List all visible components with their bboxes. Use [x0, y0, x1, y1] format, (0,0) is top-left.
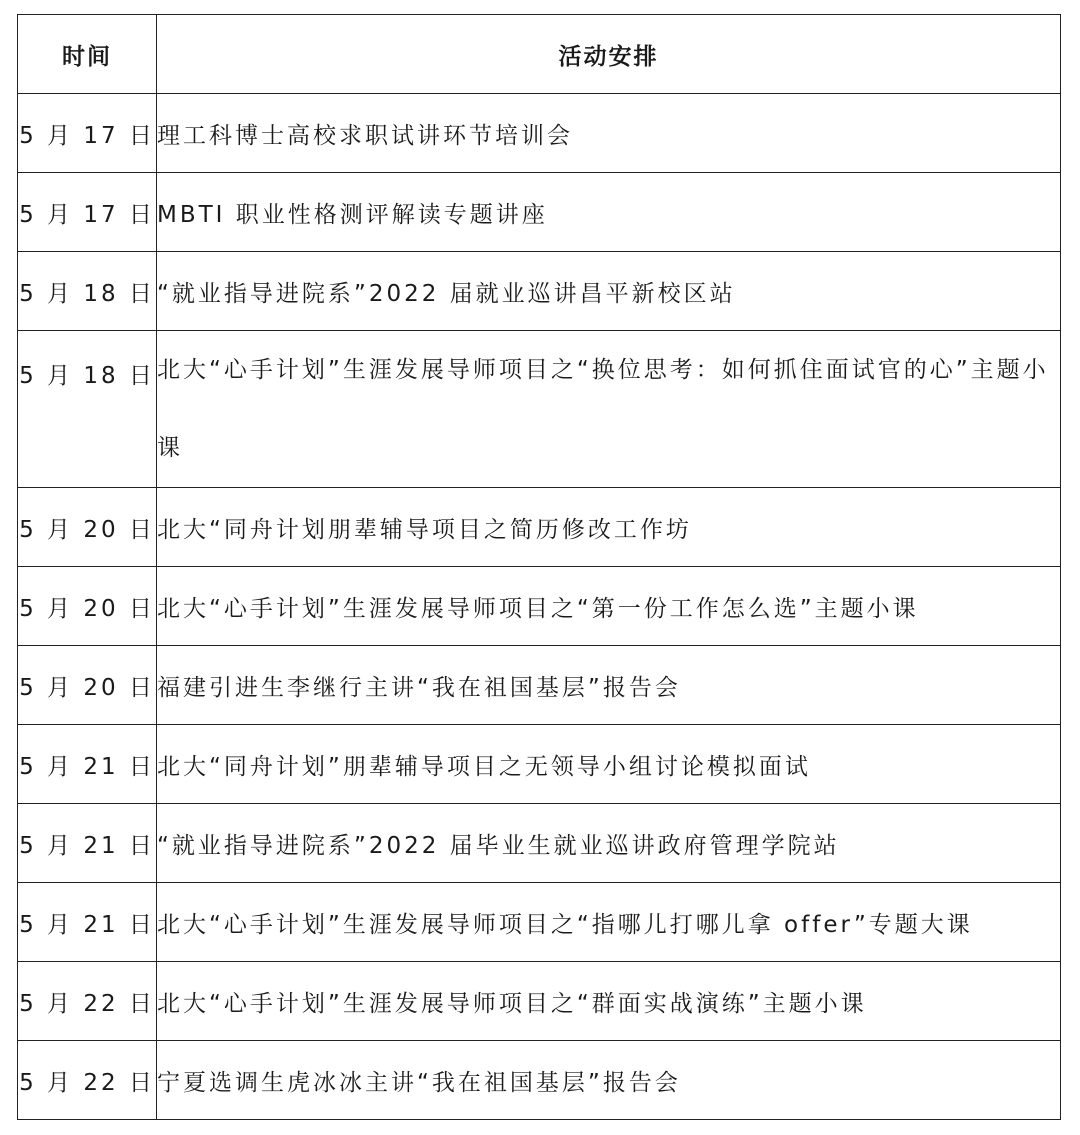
header-date: 时间 — [18, 15, 157, 94]
table-row — [18, 488, 1061, 567]
row-date: 5 月 22 日 — [18, 962, 157, 1041]
row-date: 5 月 20 日 — [18, 646, 157, 725]
row-activity: MBTI 职业性格测评解读专题讲座 — [157, 173, 1061, 252]
row-activity: “就业指导进院系”2022 届毕业生就业巡讲政府管理学院站 — [157, 804, 1061, 883]
row-activity: 北大“心手计划”生涯发展导师项目之“群面实战演练”主题小课 — [157, 962, 1061, 1041]
row-date: 5 月 21 日 — [18, 804, 157, 883]
row-activity: 北大“心手计划”生涯发展导师项目之“指哪儿打哪儿拿 offer”专题大课 — [157, 883, 1061, 962]
row-date: 5 月 22 日 — [18, 1041, 157, 1120]
schedule-table — [17, 14, 1061, 1120]
table-row — [18, 331, 1061, 488]
table-header-row — [18, 15, 1061, 94]
table-row — [18, 804, 1061, 883]
row-activity: 宁夏选调生虎冰冰主讲“我在祖国基层”报告会 — [157, 1041, 1061, 1120]
row-date: 5 月 17 日 — [18, 94, 157, 173]
row-date: 5 月 18 日 — [18, 331, 157, 488]
table-row — [18, 94, 1061, 173]
row-activity: 理工科博士高校求职试讲环节培训会 — [157, 94, 1061, 173]
row-date: 5 月 17 日 — [18, 173, 157, 252]
row-activity: 北大“同舟计划”朋辈辅导项目之无领导小组讨论模拟面试 — [157, 725, 1061, 804]
table-row — [18, 962, 1061, 1041]
row-activity: 北大“心手计划”生涯发展导师项目之“第一份工作怎么选”主题小课 — [157, 567, 1061, 646]
table-row — [18, 1041, 1061, 1120]
row-activity: 福建引进生李继行主讲“我在祖国基层”报告会 — [157, 646, 1061, 725]
header-activity: 活动安排 — [157, 15, 1061, 94]
table-row — [18, 883, 1061, 962]
table-row — [18, 252, 1061, 331]
row-date: 5 月 18 日 — [18, 252, 157, 331]
table-row — [18, 725, 1061, 804]
table-row — [18, 173, 1061, 252]
row-activity: 北大“同舟计划朋辈辅导项目之简历修改工作坊 — [157, 488, 1061, 567]
table-row — [18, 567, 1061, 646]
table-row — [18, 646, 1061, 725]
row-activity: 北大“心手计划”生涯发展导师项目之“换位思考：如何抓住面试官的心”主题小课 — [157, 331, 1061, 488]
row-date: 5 月 20 日 — [18, 488, 157, 567]
row-date: 5 月 21 日 — [18, 883, 157, 962]
row-date: 5 月 21 日 — [18, 725, 157, 804]
row-date: 5 月 20 日 — [18, 567, 157, 646]
row-activity: “就业指导进院系”2022 届就业巡讲昌平新校区站 — [157, 252, 1061, 331]
